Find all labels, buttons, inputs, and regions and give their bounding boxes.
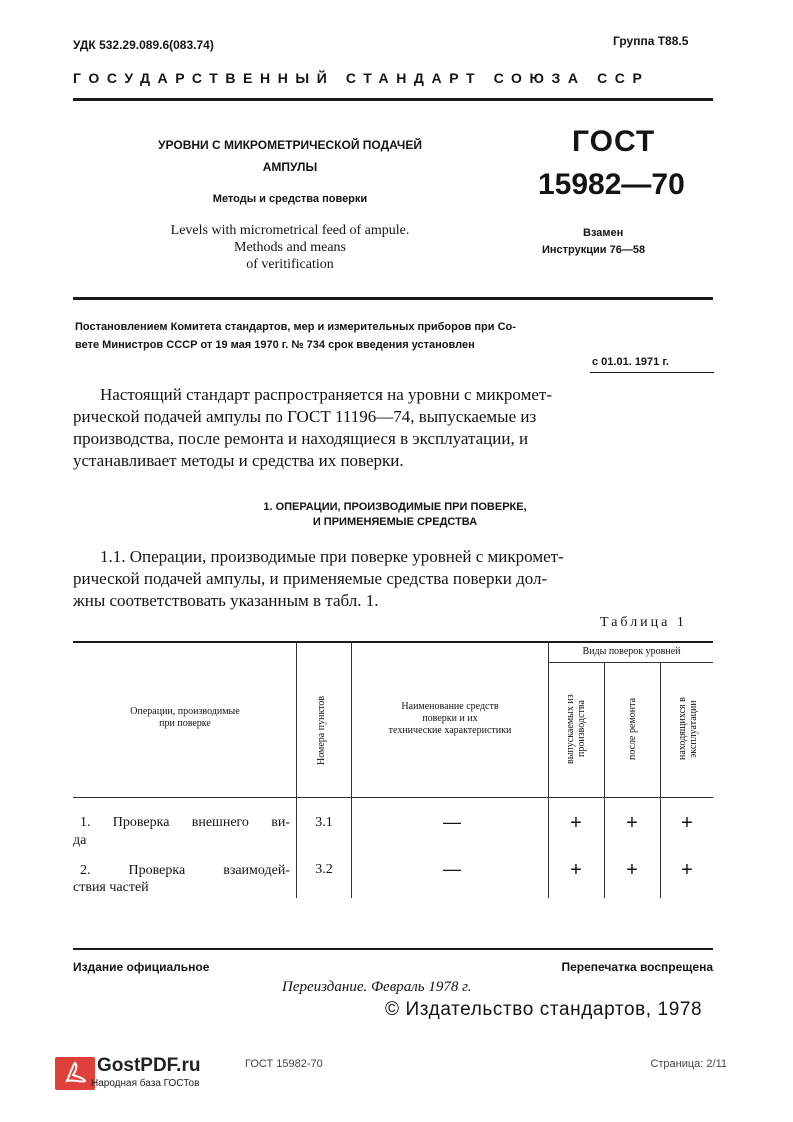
section-heading-line1: 1. ОПЕРАЦИИ, ПРОИЗВОДИМЫЕ ПРИ ПОВЕРКЕ, [263, 501, 527, 513]
row2-production-mark: + [570, 859, 582, 881]
subheader-operation: находящихся в эксплуатации [677, 697, 699, 761]
kinds-subheader-rule [548, 662, 713, 663]
decree-date: с 01.01. 1971 г. [592, 356, 669, 368]
section-heading-line2: И ПРИМЕНЯЕМЫЕ СРЕДСТВА [312, 516, 478, 528]
col-header-means: Наименование средств поверки и их технические характеристики [388, 701, 512, 736]
brand-name[interactable]: GostPDF.ru [97, 1055, 201, 1076]
col-divider-4 [604, 662, 605, 898]
footer-rule [73, 948, 713, 950]
reissue-note: Переиздание. Февраль 1978 г. [282, 979, 472, 995]
table-top-rule [73, 641, 713, 643]
row2-operation-b: ствия частей [73, 880, 149, 895]
gost-label: ГОСТ [572, 125, 656, 158]
row1-production-mark: + [570, 812, 582, 834]
col-divider-2 [351, 643, 352, 898]
title-ru-line2: АМПУЛЫ [262, 160, 318, 174]
table-caption: Таблица 1 [600, 615, 687, 630]
col-divider-5 [660, 662, 661, 898]
gostpdf-logo[interactable] [55, 1057, 95, 1090]
col-divider-3 [548, 643, 549, 898]
group-code: Группа Т88.5 [613, 34, 689, 48]
row2-repair-mark: + [626, 859, 638, 881]
section-p-line2: рической подачей ампулы, и применяемые средства поверки дол- [73, 569, 548, 588]
row1-operation-mark: + [681, 812, 693, 834]
intro-line2: рической подачей ампулы по ГОСТ 11196—74, выпускаемые из [73, 407, 537, 426]
row2-operation-mark: + [681, 859, 693, 881]
intro-line3: производства, после ремонта и находящиеся в эксплуатации, и [73, 429, 529, 448]
section-p-line3: жны соответствовать указанным в табл. 1. [73, 591, 379, 610]
copyright: © Издательство стандартов, 1978 [385, 999, 703, 1020]
page-indicator: Страница: 2/11 [650, 1058, 727, 1070]
watermark-doc: ГОСТ 15982-70 [245, 1058, 323, 1070]
title-rule [73, 297, 713, 300]
row1-repair-mark: + [626, 812, 638, 834]
col-divider-1 [296, 643, 297, 898]
pdf-icon [55, 1057, 95, 1090]
decree-line1: Постановлением Комитета стандартов, мер и измерительных приборов при Со- [75, 321, 516, 333]
section-p-line1: 1.1. Операции, производимые при поверке уровней с микромет- [100, 547, 564, 566]
subheader-repair: после ремонта [627, 697, 638, 761]
row2-means: — [443, 859, 461, 879]
issuing-body: ГОСУДАРСТВЕННЫЙ СТАНДАРТ СОЮЗА ССР [73, 70, 650, 86]
title-en-line2: Methods and means [234, 240, 346, 255]
top-rule [73, 98, 713, 101]
decree-underline [590, 372, 714, 373]
row1-operation-b: да [73, 833, 87, 848]
reprint-banned: Перепечатка воспрещена [561, 960, 713, 974]
replaces-label: Взамен [583, 227, 624, 239]
row1-operation-a: 1. Проверка внешнего ви- [80, 815, 290, 830]
row2-item: 3.2 [315, 862, 333, 877]
title-ru-line1: УРОВНИ С МИКРОМЕТРИЧЕСКОЙ ПОДАЧЕЙ [158, 138, 422, 152]
col-header-kinds: Виды поверок уровней [582, 646, 681, 657]
replaces-value: Инструкции 76—58 [542, 244, 646, 256]
title-ru-subtitle: Методы и средства поверки [212, 193, 368, 205]
row1-item: 3.1 [315, 815, 333, 830]
brand-tagline: Народная база ГОСТов [91, 1078, 200, 1089]
title-en-line3: of veritification [246, 257, 334, 272]
intro-line4: устанавливает методы и средства их поверки. [73, 451, 404, 470]
intro-line1: Настоящий стандарт распространяется на уровни с микромет- [100, 385, 552, 404]
col-header-operations: Операции, производимые при поверке [130, 706, 240, 729]
row1-means: — [443, 812, 461, 832]
title-en-line1: Levels with micrometrical feed of ampule. [170, 223, 410, 238]
official-edition: Издание официальное [73, 960, 210, 974]
udk-code: УДК 532.29.089.6(083.74) [73, 38, 214, 52]
decree-line2: вете Министров СССР от 19 мая 1970 г. № 734 срок введения установлен [75, 339, 475, 351]
subheader-production: выпускаемых из производства [565, 694, 587, 764]
gost-number: 15982—70 [538, 168, 685, 201]
col-header-items: Номера пунктов [316, 695, 327, 765]
table-header-rule [73, 797, 713, 798]
row2-operation-a: 2. Проверка взаимодей- [80, 863, 290, 878]
